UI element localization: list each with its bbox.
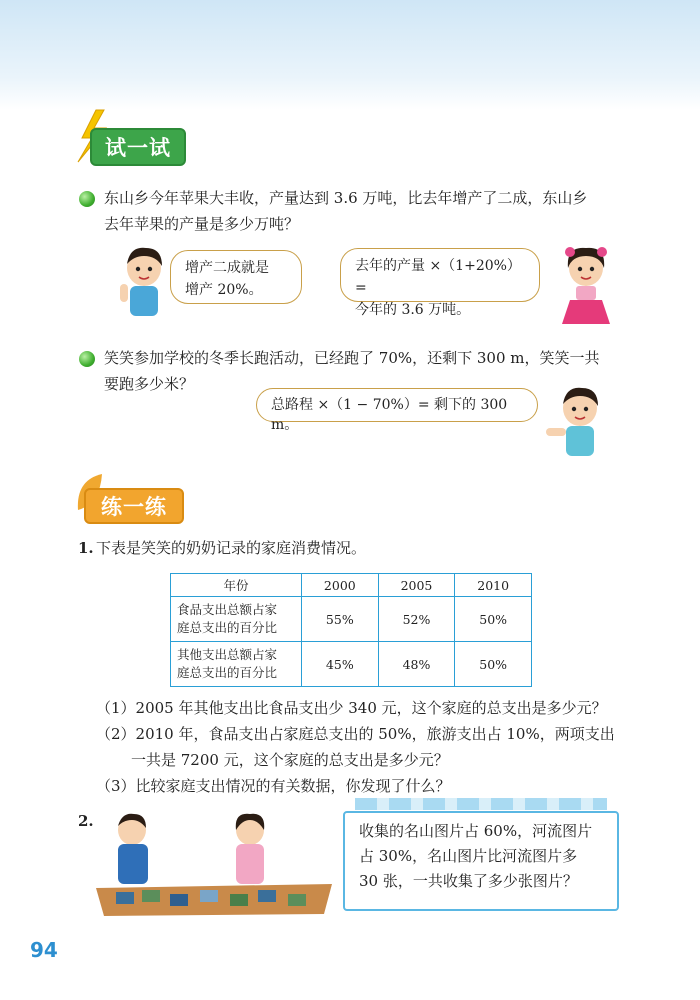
boy-illustration [546, 384, 616, 464]
table-header-cell: 2005 [378, 574, 455, 597]
table-cell: 52% [378, 597, 455, 642]
kids-sorting-pictures-illustration [96, 808, 332, 916]
bubble-text: 去年的产量 ×（1+20%）= [355, 258, 521, 296]
table-cell: 45% [302, 642, 379, 687]
speech-bubble-q2: 总路程 ×（1 − 70%）= 剩下的 300 m。 [256, 388, 538, 422]
girl-illustration [552, 244, 622, 330]
speech-bubble-girl [340, 248, 540, 318]
table-row-label [171, 642, 302, 687]
table-row [171, 597, 532, 642]
page-number: 94 [30, 938, 58, 962]
row-label-line: 食品支出总额占家 [177, 602, 278, 617]
table-header-row [171, 574, 532, 597]
box-line: 收集的名山图片占 60%，河流图片 [359, 822, 593, 840]
table-cell: 48% [378, 642, 455, 687]
table-header-cell: 2010 [455, 574, 532, 597]
try-q1-line1: 东山乡今年苹果大丰收，产量达到 3.6 万吨，比去年增产了二成，东山乡 [104, 189, 588, 207]
bubble-text: 今年的 3.6 万吨。 [355, 302, 471, 318]
bubble-text: 增产 20%。 [185, 282, 263, 298]
practice-2-number: 2. [78, 812, 94, 830]
table-header-cell: 年份 [171, 574, 302, 597]
page-header-band [0, 0, 700, 110]
row-label-line: 庭总支出的百分比 [177, 665, 278, 680]
practice-1-intro: 下表是笑笑的奶奶记录的家庭消费情况。 [96, 539, 367, 557]
try-q1-line2: 去年苹果的产量是多少万吨？ [104, 215, 300, 233]
practice-1-sub1: （1）2005 年其他支出比食品支出少 340 元，这个家庭的总支出是多少元？ [96, 699, 607, 717]
box-line: 30 张，一共收集了多少张图片？ [359, 872, 578, 890]
table-cell: 55% [302, 597, 379, 642]
table-header-cell: 2000 [302, 574, 379, 597]
boy-illustration [112, 244, 172, 324]
try-q2-line1: 笑笑参加学校的冬季长跑活动，已经跑了 70%，还剩下 300 m，笑笑一共 [104, 349, 600, 367]
section-tag-try: 试一试 [90, 128, 186, 166]
decorative-stripe [355, 798, 607, 810]
practice-1-sub3: （3）比较家庭支出情况的有关数据，你发现了什么？ [96, 777, 451, 795]
bullet-icon [79, 191, 95, 207]
bubble-text: 增产二成就是 [185, 260, 269, 276]
row-label-line: 其他支出总额占家 [177, 647, 278, 662]
practice-1-sub2-line1: （2）2010 年，食品支出占家庭总支出的 50%，旅游支出占 10%，两项支出 [96, 725, 615, 743]
practice-1-number: 1. [78, 539, 94, 557]
table-row [171, 642, 532, 687]
try-q2-line2: 要跑多少米？ [104, 375, 195, 393]
practice-2-problem-box [343, 811, 619, 911]
row-label-line: 庭总支出的百分比 [177, 620, 278, 635]
section-tag-practice: 练一练 [84, 488, 184, 524]
table-cell: 50% [455, 642, 532, 687]
bullet-icon [79, 351, 95, 367]
box-line: 占 30%，名山图片比河流图片多 [359, 847, 578, 865]
consumption-table [170, 573, 532, 687]
table-row-label [171, 597, 302, 642]
practice-1-sub2-line2: 一共是 7200 元，这个家庭的总支出是多少元？ [131, 751, 449, 769]
speech-bubble-boy [170, 250, 302, 304]
table-cell: 50% [455, 597, 532, 642]
